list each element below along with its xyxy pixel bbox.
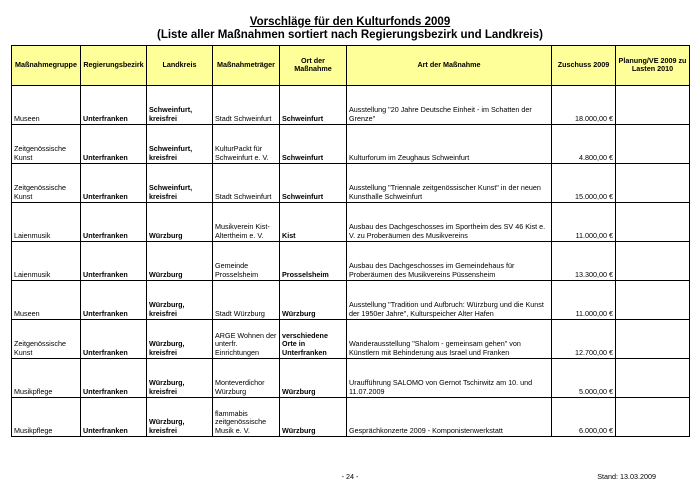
- table-header-row: [12, 46, 690, 86]
- table-row: [12, 242, 690, 281]
- table-row: [12, 125, 690, 164]
- cell-traeger: Stadt Schweinfurt: [213, 86, 280, 125]
- cell-gruppe: Museen: [12, 86, 81, 125]
- cell-bezirk: Unterfranken: [81, 203, 147, 242]
- cell-bezirk: Unterfranken: [81, 125, 147, 164]
- cell-traeger: KulturPackt für Schweinfurt e. V.: [213, 125, 280, 164]
- cell-zuschuss: 6.000,00 €: [552, 398, 616, 437]
- cell-traeger: Monteverdichor Würzburg: [213, 359, 280, 398]
- cell-landkreis: Schweinfurt, kreisfrei: [147, 125, 213, 164]
- cell-landkreis: Würzburg: [147, 242, 213, 281]
- header-regierungsbezirk: Regierungsbezirk: [81, 46, 147, 86]
- cell-gruppe: Musikpflege: [12, 398, 81, 437]
- cell-zuschuss: 18.000,00 €: [552, 86, 616, 125]
- document-title: Vorschläge für den Kulturfonds 2009: [249, 16, 451, 28]
- cell-art: Ausbau des Dachgeschosses im Sportheim des SV 46 Kist e. V. zu Proberäumen des Musikvereins: [347, 203, 552, 242]
- cell-landkreis: Würzburg: [147, 203, 213, 242]
- cell-gruppe: Laienmusik: [12, 242, 81, 281]
- cell-zuschuss: 4.800,00 €: [552, 125, 616, 164]
- header-art: Art der Maßnahme: [347, 46, 552, 86]
- table-row: [12, 320, 690, 359]
- cell-art: Ausstellung "20 Jahre Deutsche Einheit - im Schatten der Grenze": [347, 86, 552, 125]
- measures-table: [11, 45, 690, 437]
- cell-bezirk: Unterfranken: [81, 320, 147, 359]
- cell-bezirk: Unterfranken: [81, 242, 147, 281]
- cell-gruppe: Laienmusik: [12, 203, 81, 242]
- cell-ort: Prosselsheim: [280, 242, 347, 281]
- cell-zuschuss: 12.700,00 €: [552, 320, 616, 359]
- cell-traeger: Stadt Würzburg: [213, 281, 280, 320]
- cell-planung: [616, 125, 690, 164]
- cell-ort: Würzburg: [280, 359, 347, 398]
- table-row: [12, 86, 690, 125]
- header-ort: Ort der Maßnahme: [280, 46, 347, 86]
- cell-bezirk: Unterfranken: [81, 86, 147, 125]
- cell-art: Ausstellung "Triennale zeitgenössischer Kunst" in der neuen Kunsthalle Schweinfurt: [347, 164, 552, 203]
- cell-landkreis: Schweinfurt, kreisfrei: [147, 164, 213, 203]
- header-zuschuss: Zuschuss 2009: [552, 46, 616, 86]
- cell-zuschuss: 13.300,00 €: [552, 242, 616, 281]
- cell-landkreis: Würzburg, kreisfrei: [147, 281, 213, 320]
- cell-planung: [616, 242, 690, 281]
- table-row: [12, 398, 690, 437]
- cell-planung: [616, 164, 690, 203]
- cell-planung: [616, 281, 690, 320]
- cell-traeger: Stadt Schweinfurt: [213, 164, 280, 203]
- header-massnahmetraeger: Maßnahmeträger: [213, 46, 280, 86]
- cell-ort: Würzburg: [280, 281, 347, 320]
- cell-zuschuss: 11.000,00 €: [552, 281, 616, 320]
- table-row: [12, 359, 690, 398]
- cell-ort: Würzburg: [280, 398, 347, 437]
- cell-zuschuss: 5.000,00 €: [552, 359, 616, 398]
- cell-traeger: ARGE Wohnen der unterfr. Einrichtungen: [213, 320, 280, 359]
- cell-planung: [616, 203, 690, 242]
- cell-planung: [616, 398, 690, 437]
- header-massnahmegruppe: Maßnahmegruppe: [12, 46, 81, 86]
- cell-zuschuss: 15.000,00 €: [552, 164, 616, 203]
- cell-art: Ausstellung "Tradition und Aufbruch: Würzburg und die Kunst der 1950er Jahre", Kulturspeicher Alter Hafen: [347, 281, 552, 320]
- cell-ort: Kist: [280, 203, 347, 242]
- cell-art: Wanderausstellung "Shalom - gemeinsam gehen" von Künstlern mit Behinderung aus Israel und Franken: [347, 320, 552, 359]
- cell-planung: [616, 86, 690, 125]
- header-planung: Planung/VE 2009 zu Lasten 2010: [616, 46, 690, 86]
- header-landkreis: Landkreis: [147, 46, 213, 86]
- table-row: [12, 281, 690, 320]
- cell-gruppe: Zeitgenössische Kunst: [12, 125, 81, 164]
- cell-landkreis: Würzburg, kreisfrei: [147, 398, 213, 437]
- cell-gruppe: Zeitgenössische Kunst: [12, 164, 81, 203]
- document-subtitle: (Liste aller Maßnahmen sortiert nach Regierungsbezirk und Landkreis): [157, 29, 543, 41]
- page-number: - 24 -: [341, 472, 359, 481]
- cell-bezirk: Unterfranken: [81, 164, 147, 203]
- cell-ort: Schweinfurt: [280, 125, 347, 164]
- cell-art: Uraufführung SALOMO von Gernot Tschirwitz am 10. und 11.07.2009: [347, 359, 552, 398]
- cell-zuschuss: 11.000,00 €: [552, 203, 616, 242]
- cell-ort: Schweinfurt: [280, 164, 347, 203]
- cell-bezirk: Unterfranken: [81, 398, 147, 437]
- cell-art: Ausbau des Dachgeschosses im Gemeindehaus für Proberäumen des Musikvereins Püssensheim: [347, 242, 552, 281]
- cell-planung: [616, 320, 690, 359]
- cell-planung: [616, 359, 690, 398]
- cell-gruppe: Museen: [12, 281, 81, 320]
- cell-bezirk: Unterfranken: [81, 359, 147, 398]
- cell-art: Kulturforum im Zeughaus Schweinfurt: [347, 125, 552, 164]
- table-row: [12, 164, 690, 203]
- cell-ort: Schweinfurt: [280, 86, 347, 125]
- table-row: [12, 203, 690, 242]
- cell-traeger: Musikverein Kist-Altertheim e. V.: [213, 203, 280, 242]
- cell-gruppe: Musikpflege: [12, 359, 81, 398]
- cell-traeger: Gemeinde Prosselsheim: [213, 242, 280, 281]
- cell-traeger: flammabis zeitgenössische Musik e. V.: [213, 398, 280, 437]
- document-date: Stand: 13.03.2009: [597, 472, 656, 481]
- cell-landkreis: Schweinfurt, kreisfrei: [147, 86, 213, 125]
- cell-landkreis: Würzburg, kreisfrei: [147, 359, 213, 398]
- cell-landkreis: Würzburg, kreisfrei: [147, 320, 213, 359]
- cell-ort: verschiedene Orte in Unterfranken: [280, 320, 347, 359]
- cell-gruppe: Zeitgenössische Kunst: [12, 320, 81, 359]
- cell-art: Gesprächkonzerte 2009 - Komponistenwerkstatt: [347, 398, 552, 437]
- cell-bezirk: Unterfranken: [81, 281, 147, 320]
